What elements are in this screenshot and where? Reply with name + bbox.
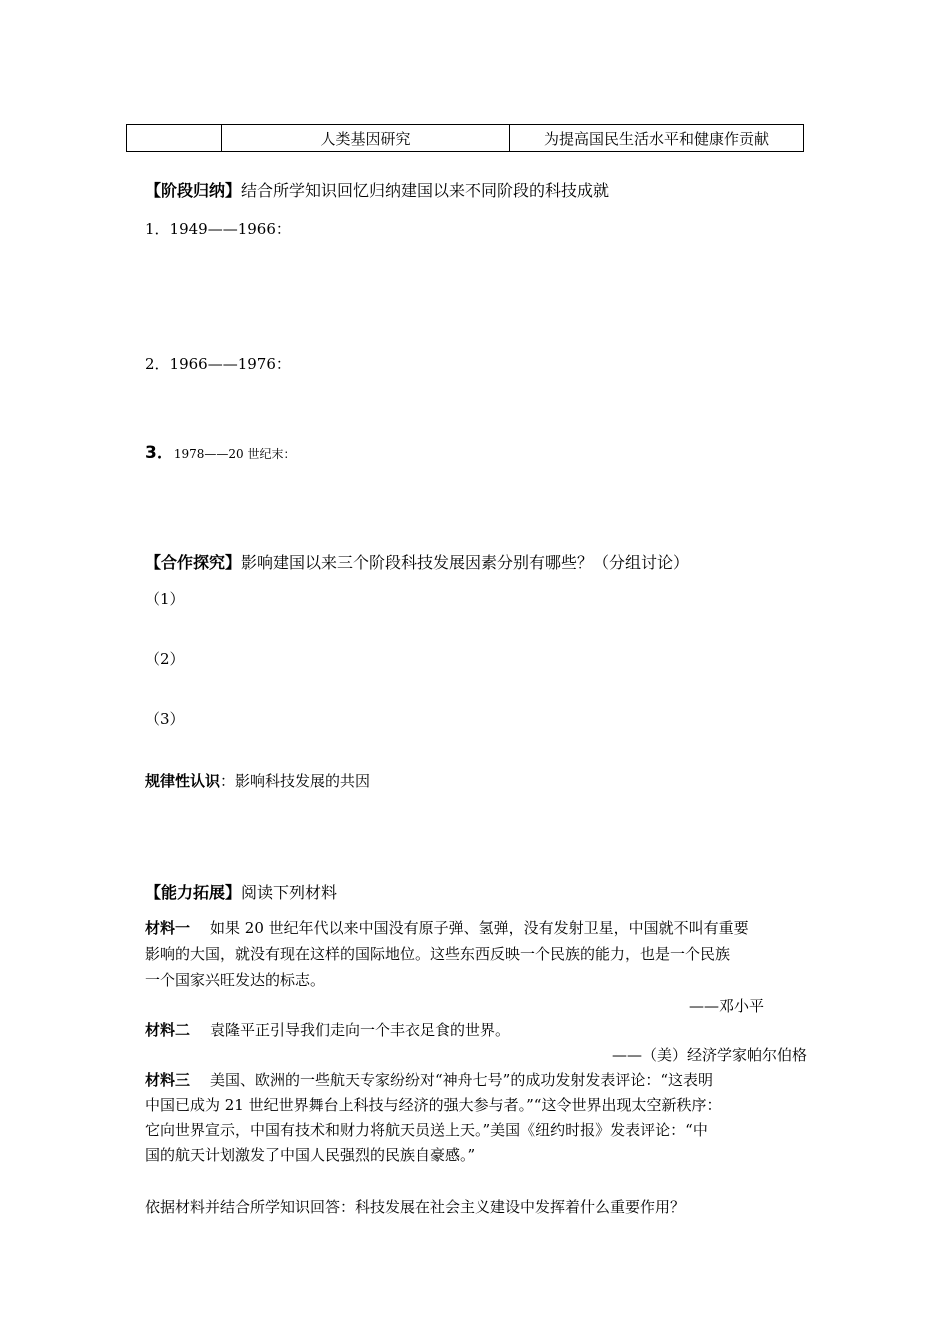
cooperation-section: [145, 550, 689, 573]
stage-summary-text: 结合所学知识回忆归纳建国以来不同阶段的科技成就: [241, 181, 610, 200]
material1-text: 如果 20 世纪年代以来中国没有原子弹、氢弹，没有发射卫星，中国就不叫有重要: [210, 919, 749, 937]
ability-text: 阅读下列材料: [241, 883, 338, 902]
stage-item-number: 3．: [145, 443, 174, 463]
table-row: [127, 125, 804, 152]
stage-summary-section: [145, 178, 609, 201]
ability-heading: 【能力拓展】: [145, 883, 242, 902]
table-cell-period: [127, 125, 222, 152]
stage-item-3: [145, 438, 295, 463]
material1-line2: 影响的大国，就没有现在这样的国际地位。这些东西反映一个民族的能力，也是一个民族: [145, 945, 731, 963]
question-text: 依据材料并结合所学知识回答：科技发展在社会主义建设中发挥着什么重要作用？: [145, 1198, 686, 1216]
regularity-section: [145, 770, 370, 791]
regularity-label: 规律性认识: [145, 772, 221, 790]
material3-line1: [145, 1069, 713, 1090]
ability-section: [145, 880, 337, 903]
stage-item-text: 1949——1966：: [169, 220, 291, 238]
material2-line: [145, 1019, 510, 1040]
material3-text: 美国、欧洲的一些航天专家纷纷对“神舟七号”的成功发射发表评论：“这表明: [210, 1071, 714, 1089]
material1-line3: 一个国家兴旺发达的标志。: [145, 971, 326, 989]
stage-item-number: 1．: [145, 220, 170, 238]
stage-summary-heading: 【阶段归纳】: [145, 181, 242, 200]
stage-item-1: [145, 218, 291, 239]
cooperation-text: 影响建国以来三个阶段科技发展因素分别有哪些？（分组讨论）: [241, 553, 690, 572]
stage-item-2: [145, 353, 291, 374]
regularity-text: ：影响科技发展的共因: [220, 772, 371, 790]
stage-item-number: 2．: [145, 355, 170, 373]
material1-line1: [145, 917, 749, 938]
material1-label: 材料一: [145, 919, 191, 937]
stage-item-text: 1978——20 世纪末：: [173, 447, 296, 461]
cooperation-item-2: （2）: [145, 650, 185, 668]
material2-label: 材料二: [145, 1021, 191, 1039]
material3-label: 材料三: [145, 1071, 191, 1089]
table-cell-significance: 为提高国民生活水平和健康作贡献: [510, 125, 804, 152]
cooperation-heading: 【合作探究】: [145, 553, 242, 572]
material2-text: 袁隆平正引导我们走向一个丰衣足食的世界。: [210, 1021, 511, 1039]
material2-source: ——（美）经济学家帕尔伯格: [611, 1046, 807, 1064]
material1-source: ——邓小平: [688, 997, 764, 1015]
achievement-table: [126, 124, 804, 152]
table-cell-achievement: 人类基因研究: [222, 125, 510, 152]
material3-line4: 国的航天计划激发了中国人民强烈的民族自豪感。”: [145, 1146, 476, 1164]
cooperation-item-1: （1）: [145, 590, 185, 608]
cooperation-item-3: （3）: [145, 710, 185, 728]
material3-line3: 它向世界宣示，中国有技术和财力将航天员送上天。”美国《纽约时报》发表评论：“中: [145, 1121, 708, 1139]
material3-line2: 中国已成为 21 世纪世界舞台上科技与经济的强大参与者。”“这令世界出现太空新秩序：: [145, 1096, 722, 1114]
stage-item-text: 1966——1976：: [169, 355, 291, 373]
